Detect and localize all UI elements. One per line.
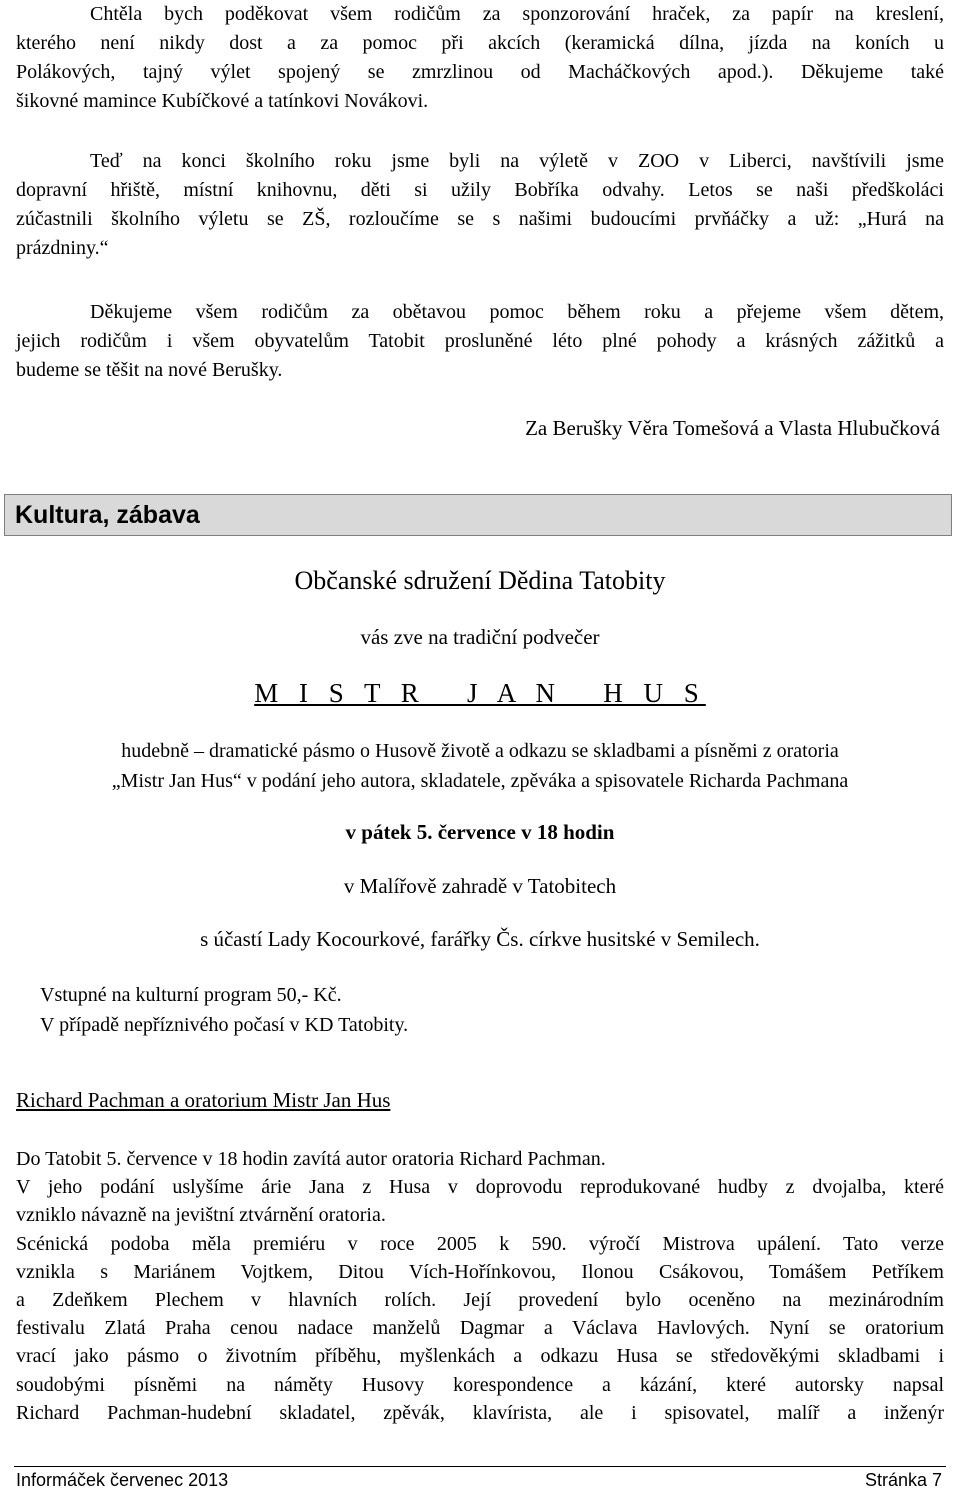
event-organizer: Občanské sdružení Dědina Tatobity [294,566,666,595]
event-description [0,736,960,796]
event-place: v Malířově zahradě v Tatobitech [343,874,617,898]
event-info [40,980,408,1040]
footer-publication: Informáček červenec 2013 [16,1470,229,1490]
article-line: vznikla s Mariánem Vojtkem, Ditou Vích-Hořínkovou, Ilonou Csákovou, Tomášem Petříkem [16,1260,944,1283]
paragraph-line: šikovné mamince Kubíčkové a tatínkovi Novákovi. [16,90,429,112]
event-guest: s účastí Lady Kocourkové, farářky Čs. církve husitské v Semilech. [200,927,760,951]
paragraph-line: kterého není nikdy dost a za pomoc při akcích (keramická dílna, jízda na koních u [16,32,944,54]
article-line: a Zdeňkem Plechem v hlavních rolích. Její provedení bylo oceněno na mezinárodním [16,1289,944,1312]
article-line: soudobými písněmi na náměty Husovy korespondence a kázání, které autorsky napsal [16,1373,944,1396]
trip-paragraph [16,147,944,263]
event-title-text: M I S T R J A N H U S [254,678,706,708]
event-date-text: v pátek 5. července v 18 hodin [345,820,615,844]
section-title: Kultura, zábava [15,501,200,529]
footer-divider [14,1466,946,1467]
article-line: vzniklo návazně na jevištní ztvárnění oratoria. [16,1204,386,1227]
paragraph-line: prázdniny.“ [16,237,109,259]
article-line: V jeho podání uslyšíme árie Jana z Husa v doprovodu reprodukované hudby z dvojalba, které [16,1176,944,1199]
article-line: Scénická podoba měla premiéru v roce 2005 k 590. výročí Mistrova upálení. Tato verze [16,1232,944,1255]
paragraph-line: Teď na konci školního roku jsme byli na výletě v ZOO v Liberci, navštívili jsme [90,150,944,172]
wishes-paragraph [16,298,944,385]
admission-text: Vstupné na kulturní program 50,- Kč. [40,984,342,1006]
article-body [16,1145,944,1427]
section-heading-bar [4,494,952,536]
article-line: Richard Pachman-hudební skladatel, zpěvák, klavírista, ale i spisovatel, malíř a inženýr [16,1401,944,1424]
article-heading: Richard Pachman a oratorium Mistr Jan Hus [16,1088,391,1112]
article-line: festivalu Zlatá Praha cenou nadace manželů Dagmar a Václava Havlových. Nyní se oratorium [16,1317,944,1340]
paragraph-line: budeme se těšit na nové Berušky. [16,359,283,381]
event-title [0,678,960,709]
bad-weather-text: V případě nepříznivého počasí v KD Tatobity. [40,1014,409,1036]
paragraph-line: Děkujeme všem rodičům za obětavou pomoc během roku a přejeme všem dětem, [90,301,944,323]
article-line: vrací jako pásmo o životním příběhu, myšlenkách a odkazu Husa se středověkými skladbami i [16,1345,944,1368]
event-invite: vás zve na tradiční podvečer [360,625,600,649]
event-date [0,820,960,845]
description-line: „Mistr Jan Hus“ v podání jeho autora, skladatele, zpěváka a spisovatele Richarda Pachmana [111,770,849,792]
paragraph-line: Chtěla bych poděkovat všem rodičům za sponzorování hraček, za papír na kreslení, [90,3,944,25]
footer-page-number: Stránka 7 [864,1470,942,1490]
signature: Za Berušky Věra Tomešová a Vlasta Hlubučková [525,416,940,440]
paragraph-line: dopravní hřiště, místní knihovnu, děti si užily Bobříka odvahy. Letos se naši předškoláci [16,179,944,201]
paragraph-line: jejich rodičům i všem obyvatelům Tatobit prosluněné léto plné pohody a krásných zážitků a [16,330,944,352]
paragraph-line: Polákových, tajný výlet spojený se zmrzlinou od Macháčkových apod.). Děkujeme také [16,61,944,83]
article-line: Do Tatobit 5. července v 18 hodin zavítá autor oratoria Richard Pachman. [16,1148,606,1170]
thanks-paragraph [16,0,944,116]
paragraph-line: zúčastnili školního výletu se ZŠ, rozloučíme se s našimi budoucími prvňáčky a už: „Hurá na [16,208,944,230]
description-line: hudebně – dramatické pásmo o Husově životě a odkazu se skladbami a písněmi z oratoria [121,740,839,762]
